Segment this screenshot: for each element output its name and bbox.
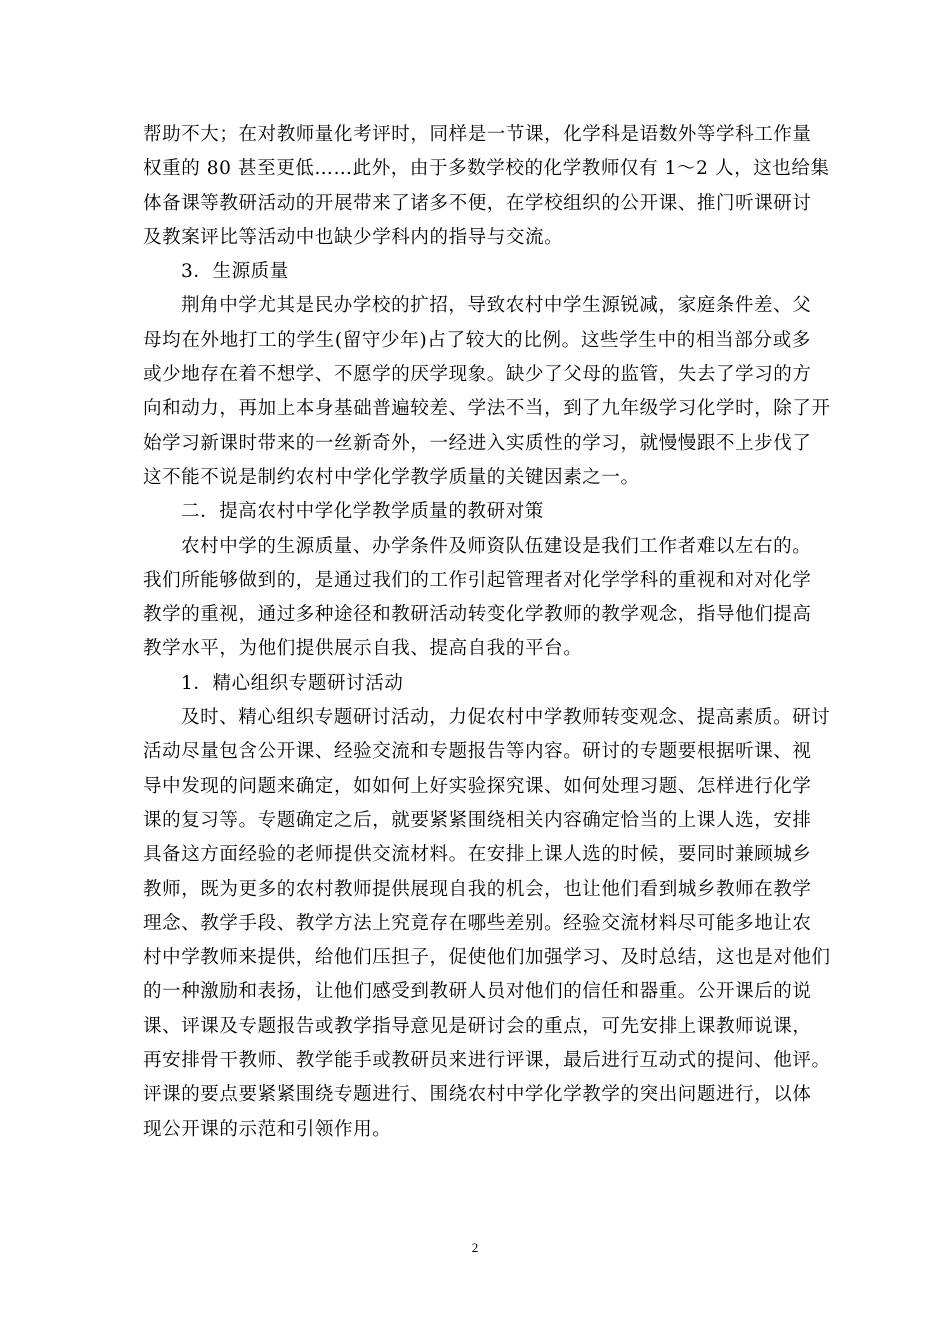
- text-line: 这不能不说是制约农村中学化学教学质量的关键因素之一。: [143, 466, 640, 488]
- text-line: 及时、精心组织专题研讨活动，力促农村中学教师转变观念、提高素质。研讨: [181, 707, 831, 729]
- text-line: 教学水平，为他们提供展示自我、提高自我的平台。: [143, 638, 583, 660]
- text-line: 荆角中学尤其是民办学校的扩招，导致农村中学生源锐减，家庭条件差、父: [181, 295, 812, 317]
- page-number: 2: [471, 1240, 479, 1255]
- text-line: 农村中学的生源质量、办学条件及师资队伍建设是我们工作者难以左右的。: [181, 535, 812, 557]
- text-line: 课、评课及专题报告或教学指导意见是研讨会的重点，可先安排上课教师说课，: [143, 1015, 812, 1037]
- text-line: 及教案评比等活动中也缺少学科内的指导与交流。: [143, 226, 564, 248]
- text-line: 母均在外地打工的学生(留守少年)占了较大的比例。这些学生中的相当部分或多: [143, 329, 811, 351]
- section-heading: 二．提高农村中学化学教学质量的教研对策: [181, 501, 544, 523]
- text-line: 帮助不大；在对教师量化考评时，同样是一节课，化学科是语数外等学科工作量: [143, 124, 812, 145]
- text-line: 课的复习等。专题确定之后，就要紧紧围绕相关内容确定恰当的上课人选，安排: [143, 809, 812, 831]
- text-line: 活动尽量包含公开课、经验交流和专题报告等内容。研讨的专题要根据听课、视: [143, 741, 812, 763]
- text-line: 教学的重视，通过多种途径和教研活动转变化学教师的教学观念，指导他们提高: [143, 604, 812, 626]
- text-line: 导中发现的问题来确定，如如何上好实验探究课、如何处理习题、怎样进行化学: [143, 775, 812, 797]
- text-line: 理念、教学手段、教学方法上究竟存在哪些差别。经验交流材料尽可能多地让农: [143, 912, 812, 934]
- text-line: 评课的要点要紧紧围绕专题进行、围绕农村中学化学教学的突出问题进行，以体: [143, 1084, 812, 1106]
- section-heading: 1．精心组织专题研讨活动: [181, 672, 404, 694]
- text-line: 始学习新课时带来的一丝新奇外，一经进入实质性的学习，就慢慢跟不上步伐了: [143, 432, 812, 454]
- text-line: 再安排骨干教师、教学能手或教研员来进行评课，最后进行互动式的提问、他评。: [143, 1050, 831, 1072]
- text-line: 我们所能够做到的，是通过我们的工作引起管理者对化学学科的重视和对对化学: [143, 569, 812, 591]
- text-line: 村中学教师来提供，给他们压担子，促使他们加强学习、及时总结，这也是对他们: [143, 947, 831, 969]
- text-line: 教师，既为更多的农村教师提供展现自我的机会，也让他们看到城乡教师在教学: [143, 878, 812, 900]
- section-heading: 3．生源质量: [181, 261, 289, 283]
- text-line: 具备这方面经验的老师提供交流材料。在安排上课人选的时候，要同时兼顾城乡: [143, 844, 812, 866]
- text-line: 的一种激励和表扬，让他们感受到教研人员对他们的信任和器重。公开课后的说: [143, 981, 812, 1003]
- text-line: 权重的 80 甚至更低……此外，由于多数学校的化学教师仅有 1～2 人，这也给集: [143, 158, 830, 180]
- text-line: 现公开课的示范和引领作用。: [143, 1118, 392, 1140]
- text-line: 向和动力，再加上本身基础普遍较差、学法不当，到了九年级学习化学时，除了开: [143, 398, 831, 420]
- text-line: 或少地存在着不想学、不愿学的厌学现象。缺少了父母的监管，失去了学习的方: [143, 364, 812, 386]
- text-line: 体备课等教研活动的开展带来了诸多不便，在学校组织的公开课、推门听课研讨: [143, 192, 812, 214]
- body-text: [143, 118, 831, 1147]
